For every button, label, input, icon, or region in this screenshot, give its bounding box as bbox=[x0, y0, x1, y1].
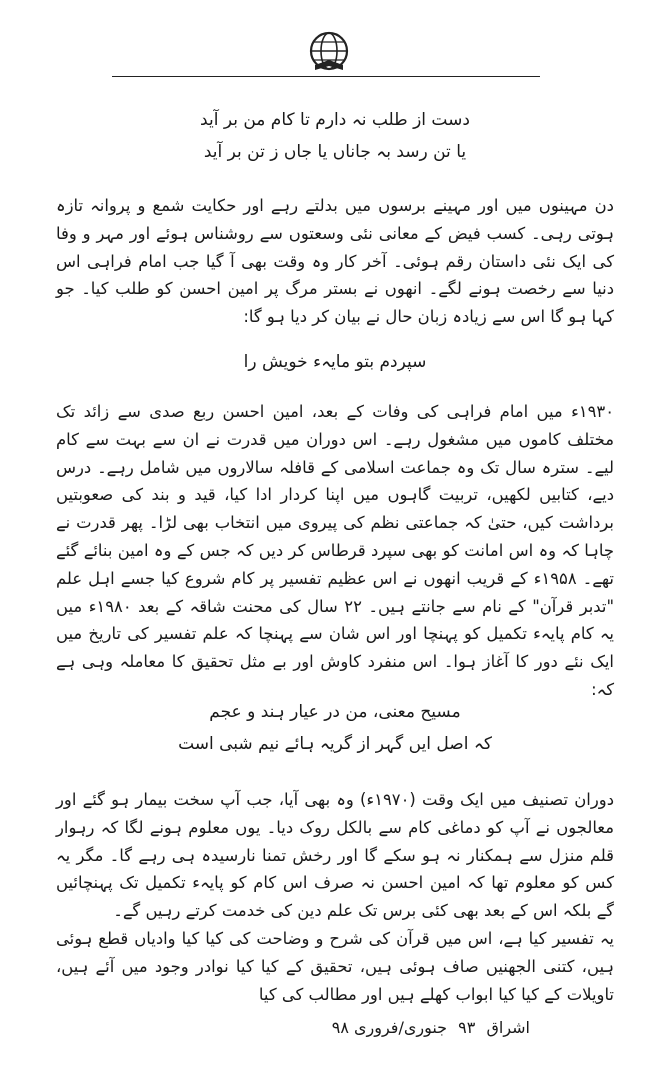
paragraph-1-text: دن مہینوں میں اور مہینے برسوں میں بدلتے رہے اور حکایت شمع و پروانہ تازہ ہوتی رہی۔ کسب فیض کے معانی نئی وسعتوں سے روشناس ہوئے اور مہر و وفا کی ایک نئی داستان رقم ہوئی۔ آخر کار وہ وقت بھی آ گیا جب امام فراہی اس دنیا سے رخصت ہونے لگے۔ انھوں نے بستر مرگ پر امین احسن کو طلب کیا۔ جو کہا ہو گا اس سے زیادہ زبان حال نے بیان کر دیا ہو گا: bbox=[56, 196, 614, 327]
paragraph-3b-text: یہ تفسیر کیا ہے، اس میں قرآن کی شرح و وضاحت کی کیا کیا وادیاں قطع ہوئی ہیں، کتنی الجھنیں صاف ہوئی ہیں، تحقیق کے کیا کیا نوادر وجود میں آئے ہیں، تاویلات کے کیا کیا ابواب کھلے ہیں اور مطالب کی کیا bbox=[56, 928, 614, 1004]
paragraph-3 bbox=[56, 786, 614, 1008]
verse-1-line-2: یا تن رسد بہ جاناں یا جاں ز تن بر آید bbox=[203, 142, 467, 162]
verse-1-line-1: دست از طلب نہ دارم تا کام من بر آید bbox=[200, 110, 470, 130]
paragraph-3a-text: دوران تصنیف میں ایک وقت (۱۹۷۰ء) وہ بھی آیا، جب آپ سخت بیمار ہو گئے اور معالجوں نے آپ کو دماغی کام سے بالکل روک دیا۔ یوں معلوم ہونے لگا کہ رہوار قلم منزل سے ہمکنار نہ ہو سکے گا اور رخش تمنا نارسیدہ ہی رہے گا۔ مگر یہ کس کو معلوم تھا کہ امین احسن نہ صرف اس کام کو پایہء تکمیل تک پہنچائیں گے بلکہ اس کے بعد بھی کئی برس تک علم دین کی خدمت کرتے رہیں گے۔ bbox=[56, 790, 614, 921]
verse-3-line-2: کہ اصل ایں گہر از گریہ ہائے نیم شبی است bbox=[178, 734, 492, 754]
footer-issue: جنوری/فروری ۹۸ bbox=[331, 1018, 448, 1037]
verse-3-line-1: مسیح معنی، من در عیار ہند و عجم bbox=[209, 702, 461, 722]
page-footer bbox=[150, 1018, 530, 1037]
paragraph-2-text: ۱۹۳۰ء میں امام فراہی کی وفات کے بعد، امین احسن ربع صدی سے زائد تک مختلف کاموں میں مشغول رہے۔ اس دوران میں قدرت نے ان سے بہت سے کام لیے۔ سترہ سال تک وہ جماعت اسلامی کے قافلہ سالاروں میں شامل رہے۔ درس دیے، کتابیں لکھیں، تربیت گاہوں میں اپنا کردار ادا کیا، قید و بند کی صعوبتیں برداشت کیں، حتیٰ کہ جماعتی نظم کی پیروی میں انتخاب بھی لڑا۔ پھر قدرت نے چاہا کہ وہ اس امانت کو بھی سپرد قرطاس کر دیں کہ جس کے وہ امین بنائے گئے تھے۔ ۱۹۵۸ء کے قریب انھوں نے اس عظیم تفسیر پر کام شروع کیا جسے اہل علم "تدبر قرآن" کے نام سے جانتے ہیں۔ ۲۲ سال کی محنت شاقہ کے بعد ۱۹۸۰ء میں یہ کام پایہء تکمیل کو پہنچا اور اس شان سے پہنچا کہ علم تفسیر کی تاریخ میں ایک نئے دور کا آغاز ہوا۔ اس منفرد کاوش اور بے مثل تحقیق کا معاملہ وہی ہے کہ: bbox=[56, 402, 615, 699]
paragraph-2 bbox=[56, 398, 614, 704]
paragraph-1 bbox=[56, 192, 614, 331]
footer-page-number: ۹۳ bbox=[458, 1018, 476, 1037]
footer-journal: اشراق bbox=[486, 1018, 530, 1037]
verse-2: سپردم بتو مایہء خویش را bbox=[243, 352, 427, 372]
globe-book-icon bbox=[306, 30, 352, 76]
header-rule bbox=[112, 76, 540, 77]
